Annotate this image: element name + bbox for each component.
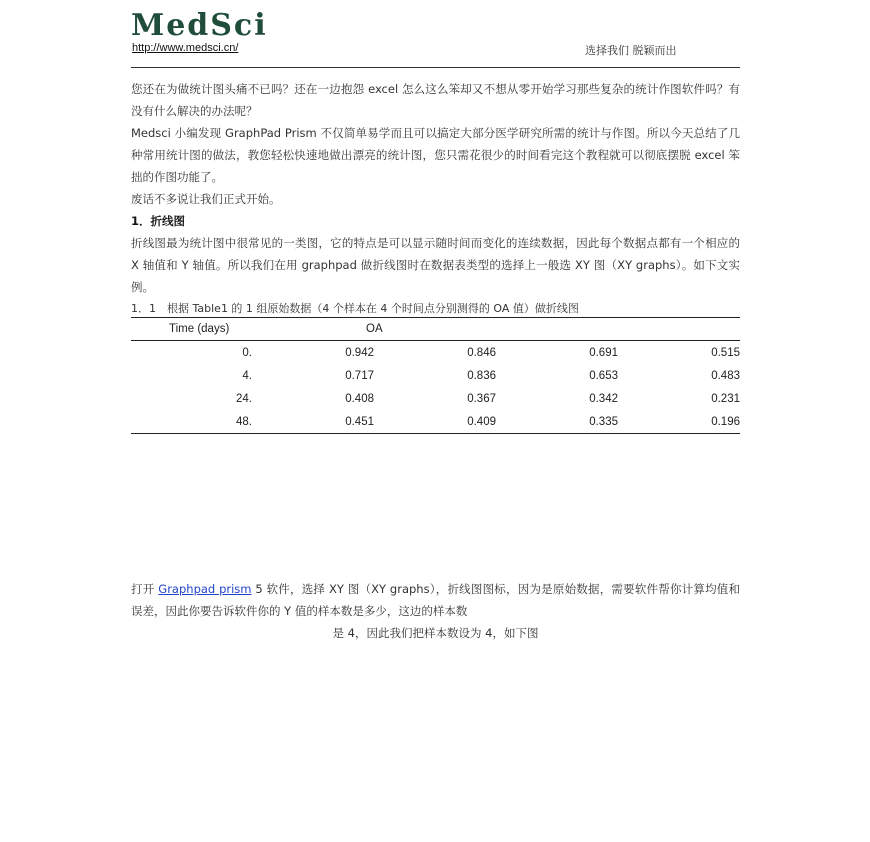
cell-value: 0.846 [467,346,496,359]
cell-value: 0.451 [345,415,374,428]
cell-value: 0.515 [711,346,740,359]
intro-paragraph-1: 您还在为做统计图头痛不已吗？还在一边抱怨 excel 怎么这么笨却又不想从零开始学习那些复杂的统计作图软件吗？有没有什么解决的办法呢？ [131,82,740,118]
instructions-line-1: 5 软件，选择 XY 图（XY graphs），折线图图标，因为是原始数据，需要软件帮你计算均值和误差，因此你要告诉软件你的 Y 值的样本数是多少，这边的样本数 [131,582,741,618]
instructions-text [131,578,740,644]
cell-value: 0.653 [589,369,618,382]
table-row [131,410,740,434]
cell-value: 0.342 [589,392,618,405]
instructions-line-2: 是 4，因此我们把样本数设为 4，如下图 [332,626,539,640]
cell-value: 0.196 [711,415,740,428]
oa-data-table [131,317,740,434]
header-divider [131,67,740,68]
cell-value: 0.231 [711,392,740,405]
section-paragraph: 折线图最为统计图中很常见的一类图，它的特点是可以显示随时间而变化的连续数据，因此每个数据点都有一个相应的 X 轴值和 Y 轴值。所以我们在用 graphpad 做折线图时在数据表类型的选择上一般选 XY 图（XY graphs）。如下文实例。 [131,236,740,294]
cell-time: 48. [236,415,252,428]
cell-value: 0.836 [467,369,496,382]
site-url-link[interactable]: http://www.medsci.cn/ [132,42,239,54]
article-body [131,78,740,320]
cell-value: 0.942 [345,346,374,359]
cell-value: 0.691 [589,346,618,359]
medsci-logo: MedSci [131,8,268,43]
cell-time: 0. [242,346,252,359]
header-slogan: 选择我们 脱颖而出 [585,44,677,57]
table-caption: 1．1 根据 Table1 的 1 组原始数据（4 个样本在 4 个时间点分别测得的 OA 值）做折线图 [131,302,579,315]
cell-value: 0.408 [345,392,374,405]
table-row [131,341,740,365]
instructions-prefix: 打开 [131,582,159,596]
cell-value: 0.717 [345,369,374,382]
instructions-paragraph [131,578,740,622]
table-header-row [131,318,740,341]
intro-paragraph-2: Medsci 小编发现 GraphPad Prism 不仅简单易学而且可以搞定大部分医学研究所需的统计与作图。所以今天总结了几种常用统计图的做法，教您轻松快速地做出漂亮的统计图，您只需花很少的时间看完这个教程就可以彻底摆脱 excel 笨拙的作图功能了。 [131,126,740,184]
table-row [131,364,740,387]
intro-paragraph-3: 废话不多说让我们正式开始。 [131,192,281,206]
cell-value: 0.367 [467,392,496,405]
header-time: Time (days) [169,323,230,335]
cell-time: 24. [236,392,252,405]
cell-time: 4. [242,369,252,382]
cell-value: 0.409 [467,415,496,428]
graphpad-prism-link[interactable]: Graphpad prism [158,582,252,596]
header-oa: OA [366,323,383,335]
section-heading-line-chart: 1．折线图 [131,214,186,228]
cell-value: 0.335 [589,415,618,428]
cell-value: 0.483 [711,369,740,382]
table-row [131,387,740,410]
